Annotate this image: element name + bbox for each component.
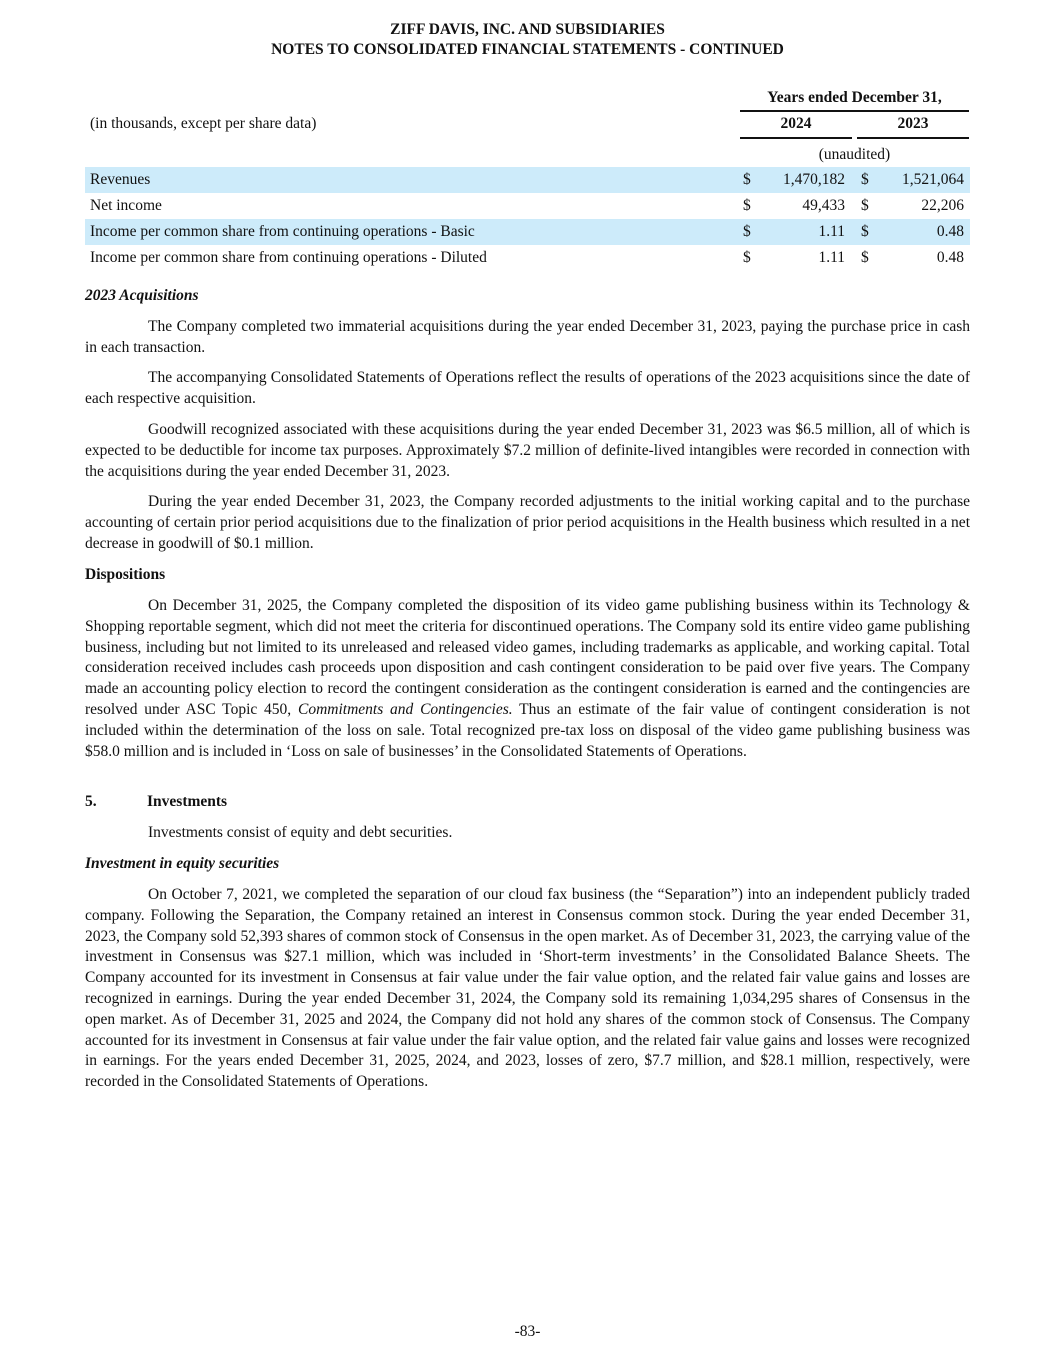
currency-symbol: $ [743, 249, 751, 266]
equity-securities-heading: Investment in equity securities [85, 855, 280, 872]
acquisitions-paragraph-1: The Company completed two immaterial acquisitions during the year ended December 31, 2023, paying the purchase price in cash in each transaction. [85, 318, 970, 356]
notes-subtitle: NOTES TO CONSOLIDATED FINANCIAL STATEMENTS - CONTINUED [271, 41, 784, 58]
table-row [85, 219, 970, 245]
company-title: ZIFF DAVIS, INC. AND SUBSIDIARIES [390, 21, 665, 38]
table-row [85, 193, 970, 219]
acquisitions-2023-heading: 2023 Acquisitions [85, 287, 199, 304]
dispositions-paragraph [85, 596, 970, 762]
dispositions-text-b: Thus an estimate of the fair value of contingent consideration is not included within the determination of the loss on sale. Total recognized pre-tax loss on disposal of the video game publishing business was $58.0 million and is included in ‘Loss on sale of businesses’ in the Consolidated Statements of Operations. [85, 700, 971, 760]
column-header-2023: 2023 [857, 114, 969, 139]
table-row [85, 167, 970, 193]
value-2024: 1.11 [818, 249, 845, 266]
value-2024: 1,470,182 [783, 171, 845, 188]
value-2023: 1,521,064 [902, 171, 964, 188]
currency-symbol: $ [861, 171, 869, 188]
value-2023: 0.48 [936, 249, 964, 266]
asc-topic-title: Commitments and Contingencies. [297, 700, 513, 718]
value-2023: 22,206 [921, 197, 964, 214]
equity-securities-paragraph: On October 7, 2021, we completed the separation of our cloud fax business (the “Separation”) into an independent publicly traded company. Following the Separation, the Company retained an interest in Consensus common stock. During the year ended December 31, 2023, the Company sold 52,393 shares of common stock of Consensus in the open market. As of December 31, 2023, the carrying value of the investment in Consensus was $27.1 million, which was included in ‘Short-term investments’ in the Consolidated Balance Sheets. The Company accounted for its investment in Consensus at fair value under the fair value option, and the related fair value gains and losses are recognized in earnings. During the year ended December 31, 2024, the Company sold its remaining 1,034,295 shares of Consensus in the open market. As of December 31, 2025 and 2024, the Company did not hold any shares of the common stock of Consensus. The Company accounted for its investment in Consensus at fair value under the fair value option, and the related fair value gains and losses were recognized in earnings. For the years ended December 31, 2025, 2024, and 2023, losses of zero, $7.7 million, and $28.1 million, respectively, were recorded in the Consolidated Statements of Operations. [85, 886, 970, 1091]
currency-symbol: $ [861, 197, 869, 214]
value-2024: 1.11 [818, 223, 845, 240]
value-2024: 49,433 [802, 197, 845, 214]
acquisitions-paragraph-3: Goodwill recognized associated with these acquisitions during the year ended December 31, 2023 was $6.5 million, all of which is expected to be deductible for income tax purposes. Approximately $7.2 million of definite-lived intangibles were recorded in connection with the acquisitions during the year ended December 31, 2023. [85, 421, 970, 480]
currency-symbol: $ [743, 171, 751, 188]
acquisitions-paragraph-2: The accompanying Consolidated Statements of Operations reflect the results of operations of the 2023 acquisitions since the date of each respective acquisition. [85, 369, 970, 407]
table-row [85, 245, 970, 271]
column-header-2024: 2024 [740, 114, 852, 139]
unaudited-label: (unaudited) [818, 146, 891, 163]
row-label: Income per common share from continuing operations - Basic [90, 223, 475, 240]
section-number: 5. [85, 793, 97, 810]
row-label: Net income [90, 197, 162, 214]
row-label: Revenues [90, 171, 151, 188]
page-number: -83- [514, 1323, 541, 1340]
currency-symbol: $ [743, 223, 751, 240]
investments-title: Investments [147, 793, 228, 810]
acquisitions-paragraph-4: During the year ended December 31, 2023, the Company recorded adjustments to the initial working capital and to the purchase accounting of certain prior period acquisitions due to the finalization of prior period acquisitions in the Health business which resulted in a net decrease in goodwill of $0.1 million. [85, 493, 970, 552]
dispositions-heading: Dispositions [85, 566, 166, 583]
years-ended-header: Years ended December 31, [740, 88, 969, 112]
row-label: Income per common share from continuing operations - Diluted [90, 249, 487, 266]
currency-symbol: $ [861, 223, 869, 240]
value-2023: 0.48 [936, 223, 964, 240]
currency-symbol: $ [861, 249, 869, 266]
investments-intro: Investments consist of equity and debt securities. [148, 824, 453, 841]
currency-symbol: $ [743, 197, 751, 214]
investments-heading [85, 792, 227, 812]
units-label: (in thousands, except per share data) [90, 115, 317, 132]
dispositions-text-a: On December 31, 2025, the Company completed the disposition of its video game publishing business within its Technology & Shopping reportable segment, which did not meet the criteria for discontinued operations. The Company sold its entire video game publishing business, including but not limited to its unreleased and released video games, including trademarks as applicable, and working capital. Total consideration received includes cash proceeds upon disposition and cash contingent consideration to be paid over five years. The Company made an accounting policy election to record the contingent consideration as the contingent consideration is earned and the contingencies are resolved under ASC Topic 450, [85, 597, 970, 718]
